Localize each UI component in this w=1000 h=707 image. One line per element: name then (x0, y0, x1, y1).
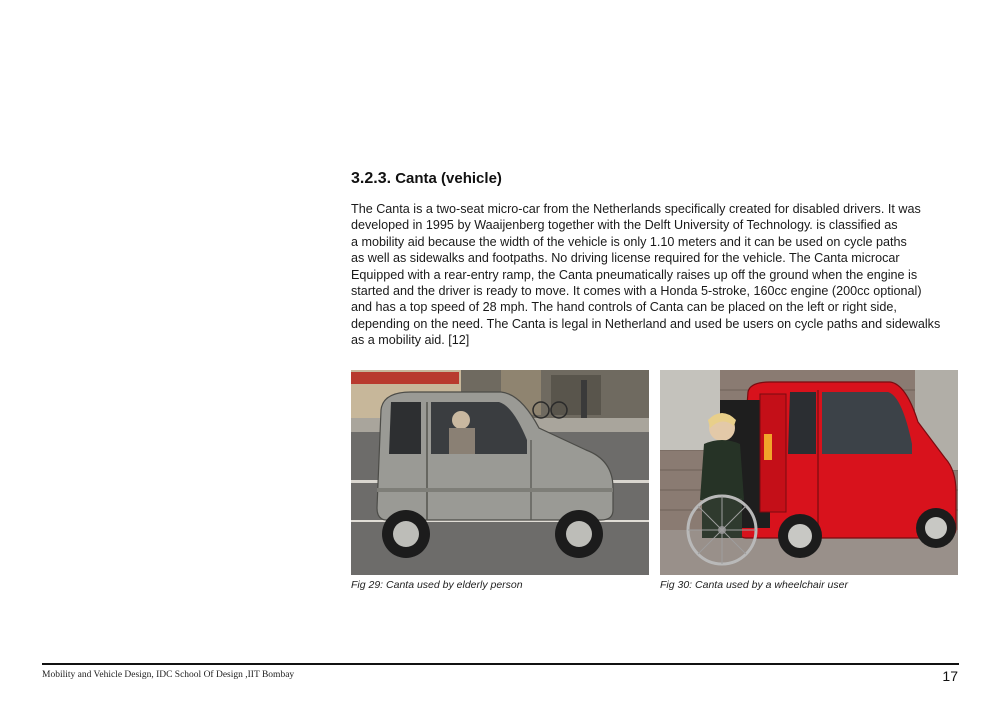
body-line: The Canta is a two-seat micro-car from the Netherlands specifically created for disabled drivers. It was (351, 202, 921, 216)
section-heading (351, 170, 502, 188)
figure-caption: Fig 29: Canta used by elderly person (351, 579, 523, 591)
figure-caption: Fig 30: Canta used by a wheelchair user (660, 579, 848, 591)
body-line: Equipped with a rear-entry ramp, the Canta pneumatically raises up off the ground when the engine is (351, 267, 918, 282)
body-line: developed in 1995 by Waaijenberg together with the Delft University of Technology. is classified as (351, 218, 898, 233)
body-line: as a mobility aid. [12] (351, 333, 470, 348)
body-line: a mobility aid because the width of the vehicle is only 1.10 meters and it can be used on cycle paths (351, 234, 907, 249)
page-number: 17 (942, 668, 958, 684)
body-line: started and the driver is ready to move. It comes with a Honda 5-stroke, 160cc engine (200cc optional) (351, 284, 922, 299)
body-line: and has a top speed of 28 mph. The hand controls of Canta can be placed on the left or right side, (351, 300, 897, 315)
footer-text: Mobility and Vehicle Design, IDC School Of Design ,IIT Bombay (42, 670, 295, 680)
body-paragraph (351, 201, 961, 349)
body-line: as well as sidewalks and footpaths. No driving license required for the vehicle. The Canta microcar (351, 251, 900, 266)
section-title: Canta (vehicle) (395, 170, 502, 187)
section-number: 3.2.3. (351, 170, 392, 187)
figure-canta-elderly-photo (351, 370, 649, 575)
figure-canta-wheelchair-photo (660, 370, 958, 575)
footer-divider (42, 663, 959, 665)
body-line: depending on the need. The Canta is legal in Netherland and used be users on cycle paths and sidewalks (351, 316, 941, 331)
